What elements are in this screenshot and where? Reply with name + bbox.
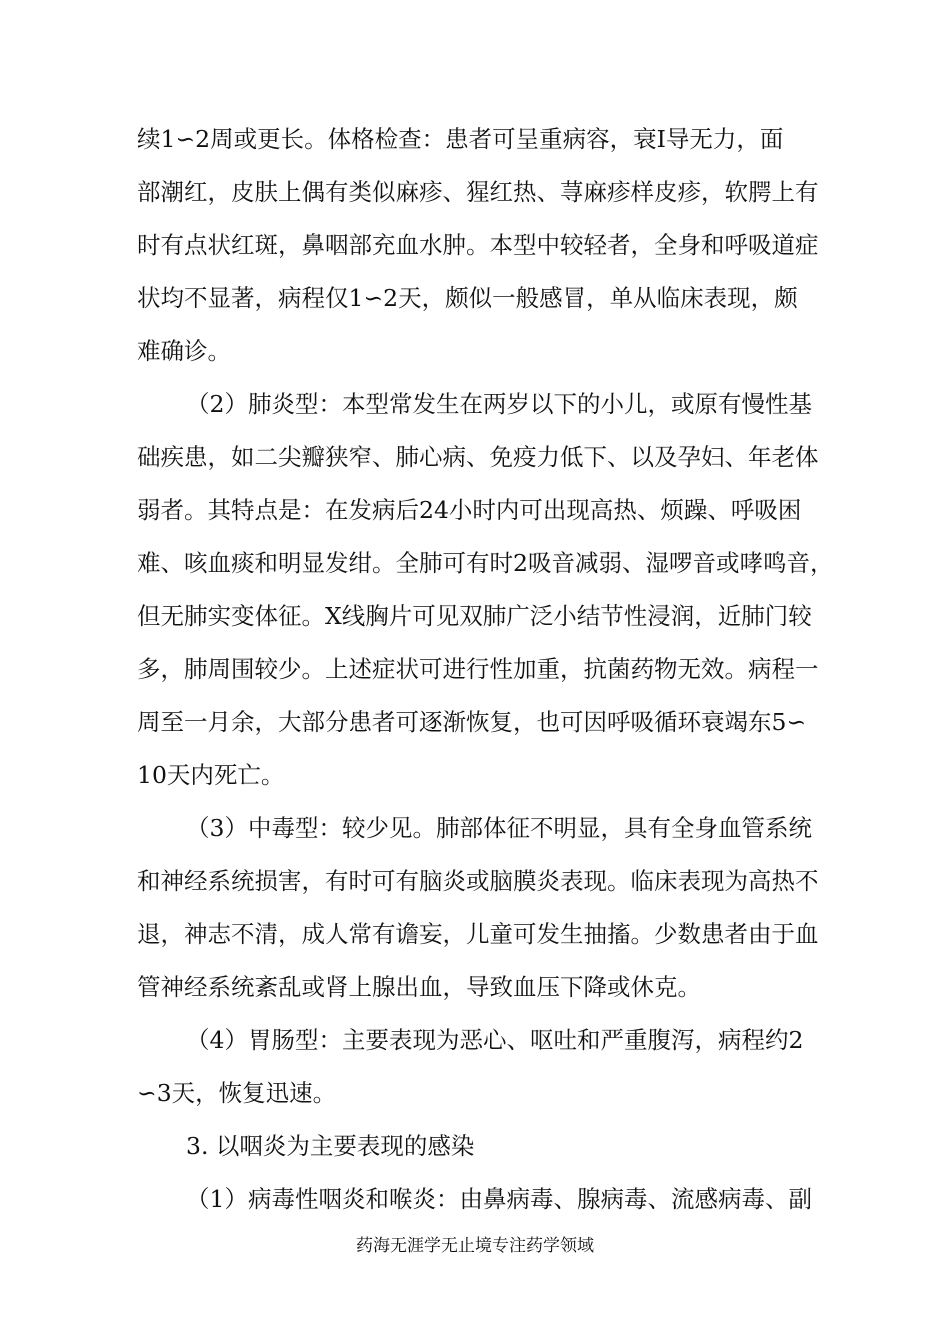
text-line: 时有点状红斑，鼻咽部充血水肿。本型中较轻者，全身和呼吸道症 bbox=[137, 231, 819, 259]
section-heading: 3. 以咽炎为主要表现的感染 bbox=[186, 1132, 475, 1160]
text-line: 续1∽2周或更长。体格检查：患者可呈重病容，衰Ⅰ导无力，面 bbox=[137, 125, 784, 153]
text-line: 但无肺实变体征。X线胸片可见双肺广泛小结节性浸润，近肺门较 bbox=[137, 602, 812, 630]
text-line: ∽3天，恢复迅速。 bbox=[137, 1079, 337, 1107]
text-line: 弱者。其特点是：在发病后24小时内可出现高热、烦躁、呼吸困 bbox=[137, 496, 802, 524]
paragraph-start-line: （4）胃肠型：主要表现为恶心、呕吐和严重腹泻，病程约2 bbox=[186, 1026, 804, 1054]
text-line: 和神经系统损害，有时可有脑炎或脑膜炎表现。临床表现为高热不 bbox=[137, 867, 819, 895]
text-line: 部潮红，皮肤上偶有类似麻疹、猩红热、荨麻疹样皮疹，软腭上有 bbox=[137, 178, 819, 206]
text-line: 础疾患，如二尖瓣狭窄、肺心病、免疫力低下、以及孕妇、年老体 bbox=[137, 443, 819, 471]
text-line: 退，神志不清，成人常有谵妄，儿童可发生抽搐。少数患者由于血 bbox=[137, 920, 819, 948]
paragraph-start-line: （3）中毒型：较少见。肺部体征不明显，具有全身血管系统 bbox=[186, 814, 812, 842]
paragraph-start-line: （2）肺炎型：本型常发生在两岁以下的小儿，或原有慢性基 bbox=[186, 390, 812, 418]
page-footer: 药海无涯学无止境专注药学领域 bbox=[356, 1236, 594, 1256]
text-line: 10天内死亡。 bbox=[137, 761, 285, 789]
text-line: 状均不显著，病程仅1∽2天，颇似一般感冒，单从临床表现，颇 bbox=[137, 284, 798, 312]
text-line: 周至一月余，大部分患者可逐渐恢复，也可因呼吸循环衰竭东5∽ bbox=[137, 708, 807, 736]
text-line: 管神经系统紊乱或肾上腺出血，导致血压下降或休克。 bbox=[137, 973, 701, 1001]
paragraph-start-line: （1）病毒性咽炎和喉炎：由鼻病毒、腺病毒、流感病毒、副 bbox=[186, 1185, 812, 1213]
text-line: 难、咳血痰和明显发绀。全肺可有时2吸音减弱、湿啰音或哮鸣音， bbox=[137, 549, 834, 577]
text-line: 多，肺周围较少。上述症状可进行性加重，抗菌药物无效。病程一 bbox=[137, 655, 819, 683]
text-line: 难确诊。 bbox=[137, 337, 231, 365]
